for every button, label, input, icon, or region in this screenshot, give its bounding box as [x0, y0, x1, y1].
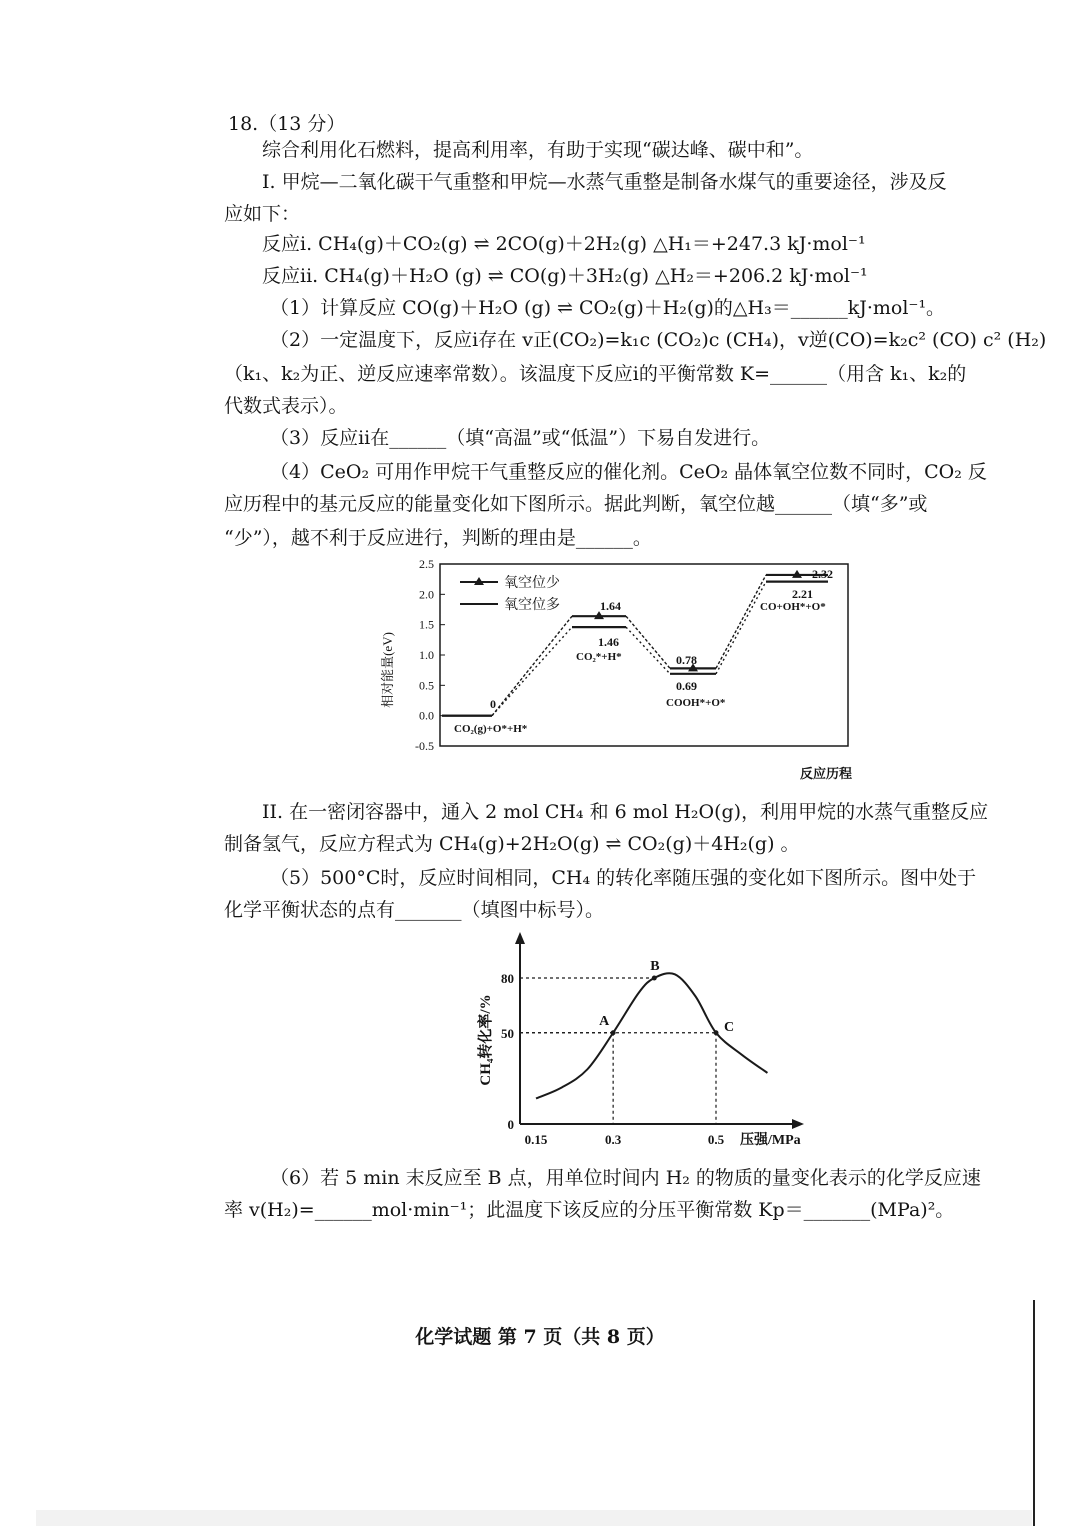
y-axis-label: CH₄转化率/% [478, 994, 494, 1086]
question-1: （1）计算反应 CO(g)＋H₂O (g) ⇌ CO₂(g)＋H₂(g)的△H₃＝______kJ·mol⁻¹。 [270, 297, 946, 319]
point-A [611, 1030, 616, 1035]
question-2-cont: （k₁、k₂为正、逆反应速率常数）。该温度下反应i的平衡常数 K=______（用含 k₁、k₂的 [224, 363, 967, 385]
y-tick-label: 0.5 [419, 678, 434, 693]
transition-many-1 [492, 627, 572, 716]
question-3: （3）反应ii在______（填“高温”或“低温”）下易自发进行。 [270, 427, 771, 449]
y-tick-label: 50 [501, 1025, 514, 1041]
point-label-C: C [724, 1019, 735, 1035]
question-4: （4）CeO₂ 可用作甲烷干气重整反应的催化剂。CeO₂ 晶体氧空位数不同时，CO₂ 反 [270, 461, 987, 483]
point-label-A: A [599, 1013, 610, 1029]
x-axis-label: 反应历程 [800, 766, 853, 781]
part1-text-cont: 应如下： [224, 203, 301, 225]
intro-text: 综合利用化石燃料，提高利用率，有助于实现“碳达峰、碳中和”。 [262, 139, 814, 161]
x-axis-label: 压强/MPa [740, 1133, 801, 1148]
x-tick-label: 0.3 [605, 1132, 622, 1147]
step-label-cooh: COOH*+O* [666, 697, 726, 709]
y-axis-arrow-icon [515, 932, 525, 944]
transition-few-1 [492, 616, 572, 715]
chart-frame [440, 564, 848, 746]
value-label-2-32: 2.32 [812, 567, 833, 581]
legend [460, 574, 560, 613]
transition-few-2 [626, 616, 670, 668]
series-group [442, 570, 828, 716]
step-label-start: CO₂(g)+O*+H* [454, 723, 528, 735]
question-header: 18.（13 分） [228, 113, 346, 135]
transition-few-3 [716, 575, 766, 668]
y-tick-label: 1.0 [419, 648, 434, 662]
value-label-2-21: 2.21 [792, 587, 813, 601]
x-tick-label: 0.15 [524, 1132, 548, 1147]
transition-many-3 [716, 582, 766, 674]
question-5: （5）500°C时，反应时间相同，CH₄ 的转化率随压强的变化如下图所示。图中处于 [270, 867, 977, 889]
margin-rule [1033, 1300, 1035, 1526]
y-tick-label: 2.0 [419, 587, 434, 602]
guide-lines [520, 978, 716, 1124]
page-bottom-edge [36, 1510, 1032, 1526]
part1-text: I. 甲烷—二氧化碳干气重整和甲烷—水蒸气重整是制备水煤气的重要途径，涉及反 [262, 171, 947, 193]
x-axis-arrow-icon [792, 1119, 804, 1129]
y-tick-label: 80 [501, 971, 514, 986]
y-tick-label: 1.5 [419, 617, 434, 632]
point-B [652, 976, 657, 981]
conversion-chart [470, 928, 820, 1150]
conversion-curve [536, 973, 767, 1098]
legend-label-many: 氧空位多 [504, 598, 560, 613]
y-tick-label: 0.0 [419, 708, 434, 723]
question-4-end: “少”），越不利于反应进行，判断的理由是______。 [224, 527, 652, 549]
transition-many-2 [626, 627, 670, 674]
reaction-ii: 反应ii. CH₄(g)＋H₂O (g) ⇌ CO(g)＋3H₂(g) △H₂＝+206.2 kJ·mol⁻¹ [262, 265, 868, 287]
y-tick-label: 2.5 [419, 558, 434, 571]
y-tick-label: -0.5 [415, 739, 434, 753]
part2-text-cont: 制备氢气，反应方程式为 CH₄(g)+2H₂O(g) ⇌ CO₂(g)＋4H₂(g) 。 [224, 833, 800, 855]
question-4-cont: 应历程中的基元反应的能量变化如下图所示。据此判断，氧空位越______（填“多”或 [224, 493, 928, 515]
legend-label-few: 氧空位少 [504, 576, 560, 591]
question-6-cont: 率 v(H₂)=______mol·min⁻¹；此温度下该反应的分压平衡常数 Kp＝_______(MPa)²。 [224, 1199, 955, 1221]
question-6: （6）若 5 min 末反应至 B 点，用单位时间内 H₂ 的物质的量变化表示的化学反应速 [270, 1167, 981, 1189]
value-label-0-78: 0.78 [676, 653, 697, 667]
question-5-cont: 化学平衡状态的点有_______（填图中标号）。 [224, 899, 605, 921]
point-label-B: B [650, 959, 660, 974]
value-label-0: 0 [490, 697, 496, 711]
reaction-i: 反应i. CH₄(g)＋CO₂(g) ⇌ 2CO(g)＋2H₂(g) △H₁＝+247.3 kJ·mol⁻¹ [262, 233, 866, 255]
question-2-end: 代数式表示）。 [224, 395, 348, 417]
step-label-co-oh: CO+OH*+O* [760, 601, 826, 613]
step-label-co2: CO₂*+H* [576, 651, 622, 663]
y-axis-label: 相对能量(eV) [380, 632, 395, 708]
point-C [714, 1030, 719, 1035]
part2-text: II. 在一密闭容器中，通入 2 mol CH₄ 和 6 mol H₂O(g)，利用甲烷的水蒸气重整反应 [262, 801, 989, 823]
value-label-1-46: 1.46 [598, 635, 619, 649]
value-label-0-69: 0.69 [676, 679, 697, 693]
energy-profile-chart [380, 558, 860, 788]
question-2: （2）一定温度下，反应i存在 v正(CO₂)=k₁c (CO₂)c (CH₄)，v逆(CO)=k₂c² (CO) c² (H₂) [270, 329, 1047, 351]
value-label-1-64: 1.64 [600, 599, 621, 613]
page-footer: 化学试题 第 7 页（共 8 页） [415, 1326, 665, 1348]
y-tick-label: 0 [507, 1117, 514, 1132]
x-tick-label: 0.5 [707, 1132, 725, 1147]
